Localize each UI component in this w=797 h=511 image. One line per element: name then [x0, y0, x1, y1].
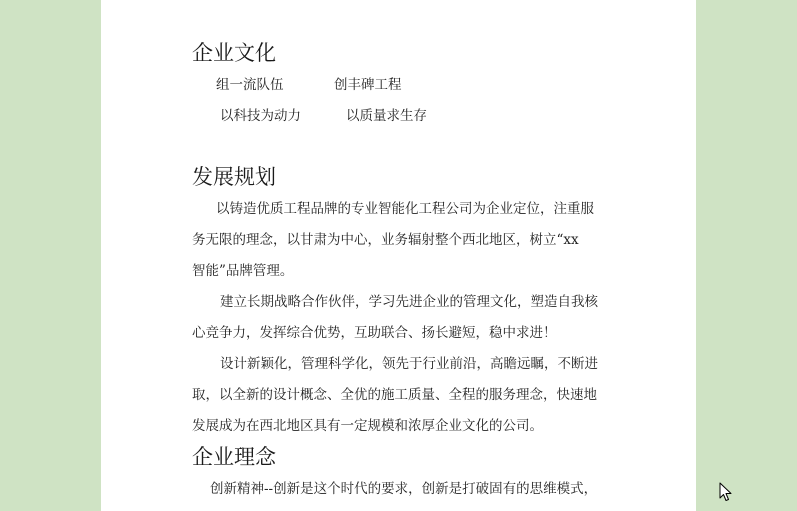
slogan-item: 以科技为动力	[220, 108, 301, 124]
slogan-item: 组一流队伍	[216, 77, 284, 93]
mouse-pointer-icon	[719, 482, 733, 502]
slogan-item: 创丰碑工程	[334, 77, 402, 93]
paragraph-line: 务无限的理念，以甘肃为中心，业务辐射整个西北地区，树立“xx	[192, 232, 579, 248]
slogan-item: 以质量求生存	[346, 108, 427, 124]
paragraph-line: 设计新颖化，管理科学化，领先于行业前沿，高瞻远瞩，不断进	[220, 356, 598, 372]
heading-culture: 企业文化	[192, 41, 276, 65]
paragraph-line: 心竞争力，发挥综合优势，互助联合、扬长避短，稳中求进！	[192, 325, 557, 341]
paragraph-line: 取，以全新的设计概念、全优的施工质量、全程的服务理念，快速地	[192, 387, 597, 403]
paragraph-line: 建立长期战略合作伙伴，学习先进企业的管理文化，塑造自我核	[220, 294, 598, 310]
heading-philosophy: 企业理念	[192, 445, 276, 469]
heading-plan: 发展规划	[192, 165, 276, 189]
paragraph-line: 智能”品牌管理。	[192, 263, 294, 279]
paragraph-line: 创新精神--创新是这个时代的要求，创新是打破固有的思维模式，	[210, 481, 598, 497]
paragraph-line: 发展成为在西北地区具有一定规模和浓厚企业文化的公司。	[192, 418, 543, 434]
paragraph-line: 以铸造优质工程品牌的专业智能化工程公司为企业定位，注重服	[216, 201, 594, 217]
document-page	[101, 0, 696, 511]
